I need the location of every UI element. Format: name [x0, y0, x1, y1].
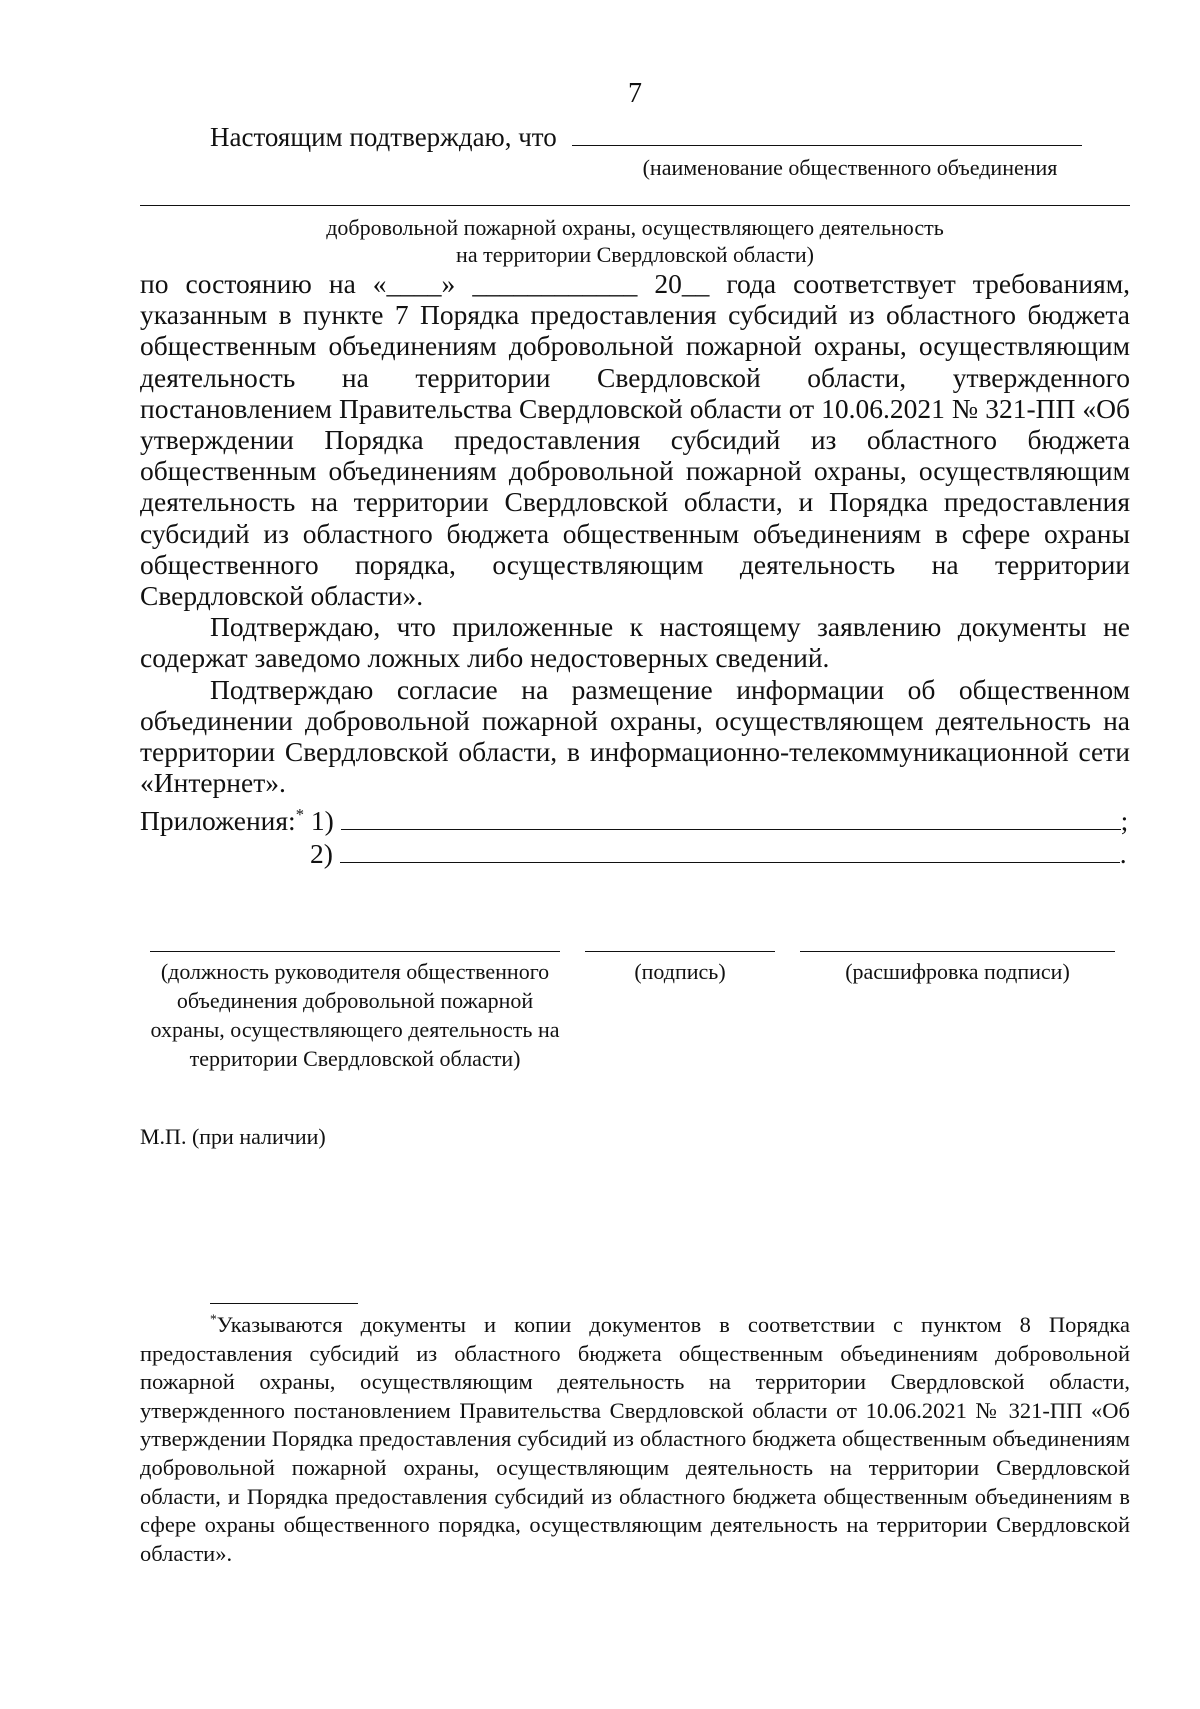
signature-decoding-field[interactable]	[800, 951, 1115, 952]
confirm-statement	[210, 122, 1082, 153]
footnote-text: Указываются документы и копии документов в соответствии с пунктом 8 Порядка предоставления субсидий из областного бюджета общественным объединениям добровольной пожарной охраны, осуществляющим деятельность на территории Свердловской области, утвержденного постановлением Правительства Свердловской области от 10.06.2021 № 321-ПП «Об утверждении Порядка предоставления субсидий из областного бюджета общественным объединениям добровольной пожарной охраны, осуществляющим деятельность на территории Свердловской области, и Порядка предоставления субсидий из областного бюджета общественным объединениям в сфере охраны общественного порядка, осуществляющим деятельность на территории Свердловской области».	[140, 1312, 1130, 1566]
position-caption: (должность руководителя общественного объединения добровольной пожарной охраны, осуществляющего деятельность на территории Свердловской области)	[150, 959, 560, 1071]
compliance-paragraph: по состоянию на «____» ____________ 20__ года соответствует требованиям, указанным в пункте 7 Порядка предоставления субсидий из областного бюджета общественным объединениям добровольной пожарной охраны, осуществляющим деятельность на территории Свердловской области, утвержденного постановлением Правительства Свердловской области от 10.06.2021 № 321-ПП «Об утверждении Порядка предоставления субсидий из областного бюджета общественным объединениям добровольной пожарной охраны, осуществляющим деятельность на территории Свердловской области, и Порядка предоставления субсидий из областного бюджета общественным объединениям в сфере охраны общественного порядка, осуществляющим деятельность на территории Свердловской области».	[140, 268, 1130, 612]
attachment-end-2: .	[1119, 838, 1127, 869]
attachments-row-1	[140, 805, 1128, 837]
attachment-field-2[interactable]	[340, 861, 1120, 863]
attachments-row-2	[310, 838, 1127, 870]
attachments-label: Приложения:	[140, 805, 296, 836]
footnote-separator	[210, 1303, 358, 1304]
organization-name-field[interactable]	[572, 144, 1082, 146]
attachment-number-2: 2)	[310, 838, 333, 869]
signature-decoding-caption: (расшифровка подписи)	[845, 959, 1070, 984]
attachment-number-1: 1)	[310, 805, 334, 836]
organization-name-hint-3: на территории Свердловской области)	[456, 242, 814, 267]
organization-name-hint-2: добровольной пожарной охраны, осуществляющего деятельность	[326, 215, 944, 240]
main-body	[140, 268, 1130, 798]
accuracy-paragraph: Подтверждаю, что приложенные к настоящему заявлению документы не содержат заведомо ложных либо недостоверных сведений.	[140, 611, 1130, 674]
footnote	[140, 1311, 1130, 1568]
attachment-field-1[interactable]	[341, 828, 1121, 830]
organization-name-field-continued[interactable]	[140, 205, 1130, 206]
signature-field[interactable]	[585, 951, 775, 952]
consent-paragraph: Подтверждаю согласие на размещение информации об общественном объединении добровольной пожарной охраны, осуществляющем деятельность на территории Свердловской области, в информационно-телекоммуникационной сети «Интернет».	[140, 673, 1130, 799]
footnote-marker: *	[210, 1311, 217, 1327]
attachments-footnote-marker: *	[295, 804, 304, 824]
stamp-placeholder: М.П. (при наличии)	[140, 1124, 326, 1149]
signature-caption: (подпись)	[634, 959, 726, 984]
position-field[interactable]	[150, 951, 560, 952]
organization-name-hint-1: (наименование общественного объединения	[642, 155, 1058, 180]
page-number: 7	[628, 78, 642, 109]
attachment-end-1: ;	[1120, 805, 1129, 836]
confirm-lead-text: Настоящим подтверждаю, что	[210, 122, 557, 152]
